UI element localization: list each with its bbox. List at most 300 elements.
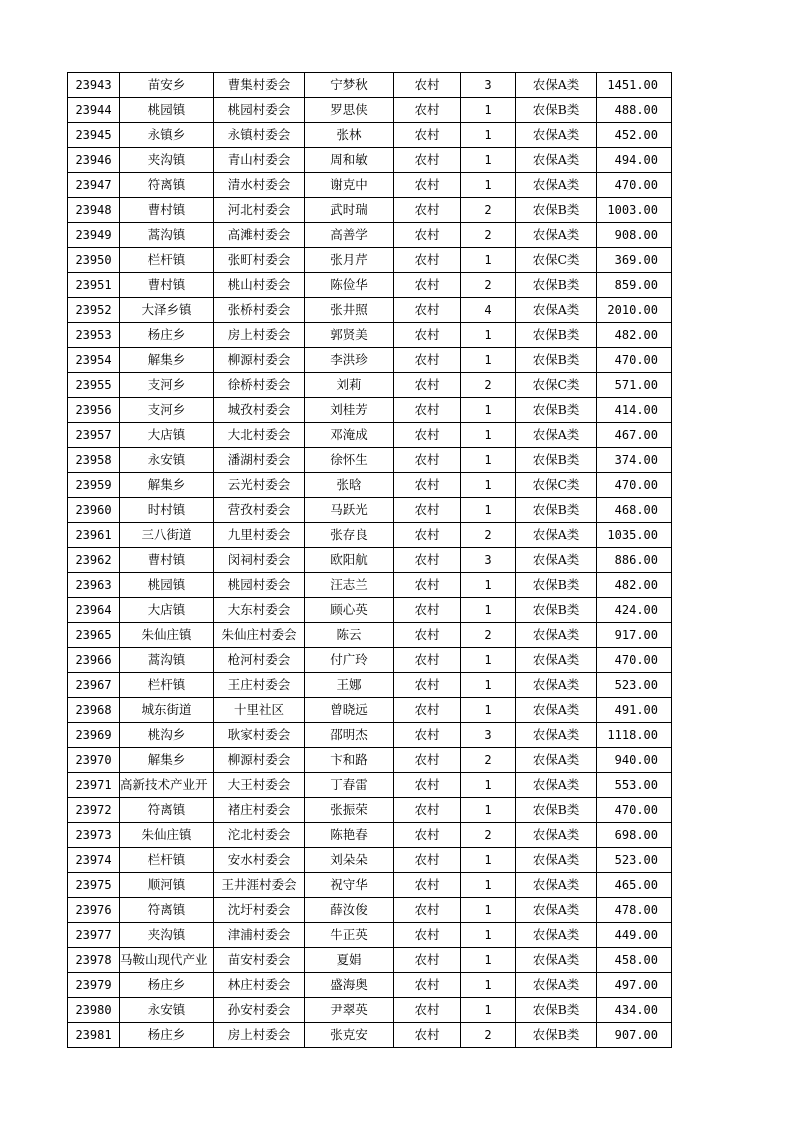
record-id-cell: 23970 [68,748,120,773]
village-cell: 林庄村委会 [214,973,305,998]
amount-cell: 940.00 [597,748,672,773]
record-id-cell: 23966 [68,648,120,673]
town-cell: 高新技术产业开 [120,773,214,798]
record-id-cell: 23948 [68,198,120,223]
amount-cell: 488.00 [597,98,672,123]
record-id-cell: 23945 [68,123,120,148]
amount-cell: 478.00 [597,898,672,923]
insurance-category-cell: 农保B类 [516,598,597,623]
area-type-cell: 农村 [394,573,461,598]
area-type-cell: 农村 [394,898,461,923]
household-count-cell: 1 [461,773,516,798]
amount-cell: 424.00 [597,598,672,623]
area-type-cell: 农村 [394,698,461,723]
village-cell: 大北村委会 [214,423,305,448]
household-count-cell: 1 [461,673,516,698]
table-row [68,223,672,248]
amount-cell: 2010.00 [597,298,672,323]
table-body [68,73,672,1048]
town-cell: 苗安乡 [120,73,214,98]
household-count-cell: 1 [461,698,516,723]
village-cell: 十里社区 [214,698,305,723]
insurance-category-cell: 农保B类 [516,573,597,598]
household-count-cell: 2 [461,623,516,648]
person-name-cell: 夏娟 [305,948,394,973]
amount-cell: 886.00 [597,548,672,573]
town-cell: 解集乡 [120,748,214,773]
household-count-cell: 3 [461,723,516,748]
record-id-cell: 23959 [68,473,120,498]
record-id-cell: 23947 [68,173,120,198]
town-cell: 杨庄乡 [120,323,214,348]
table-row [68,823,672,848]
insurance-category-cell: 农保A类 [516,648,597,673]
area-type-cell: 农村 [394,973,461,998]
household-count-cell: 2 [461,273,516,298]
insurance-category-cell: 农保A类 [516,148,597,173]
household-count-cell: 1 [461,398,516,423]
person-name-cell: 郭贤美 [305,323,394,348]
insurance-category-cell: 农保B类 [516,98,597,123]
table-row [68,398,672,423]
person-name-cell: 罗思侠 [305,98,394,123]
table-row [68,248,672,273]
person-name-cell: 王娜 [305,673,394,698]
town-cell: 支河乡 [120,398,214,423]
amount-cell: 434.00 [597,998,672,1023]
table-row [68,198,672,223]
record-id-cell: 23977 [68,923,120,948]
insurance-category-cell: 农保A类 [516,873,597,898]
town-cell: 永安镇 [120,448,214,473]
town-cell: 杨庄乡 [120,973,214,998]
table-row [68,373,672,398]
town-cell: 永安镇 [120,998,214,1023]
insurance-category-cell: 农保C类 [516,248,597,273]
insurance-category-cell: 农保A类 [516,898,597,923]
town-cell: 支河乡 [120,373,214,398]
insurance-category-cell: 农保A类 [516,748,597,773]
insurance-category-cell: 农保A类 [516,723,597,748]
table-row [68,873,672,898]
person-name-cell: 盛海奥 [305,973,394,998]
household-count-cell: 2 [461,373,516,398]
person-name-cell: 宁梦秋 [305,73,394,98]
table-row [68,673,672,698]
area-type-cell: 农村 [394,348,461,373]
village-cell: 潘湖村委会 [214,448,305,473]
area-type-cell: 农村 [394,223,461,248]
record-id-cell: 23964 [68,598,120,623]
table-row [68,73,672,98]
village-cell: 高滩村委会 [214,223,305,248]
household-count-cell: 2 [461,523,516,548]
amount-cell: 470.00 [597,648,672,673]
town-cell: 城东街道 [120,698,214,723]
area-type-cell: 农村 [394,773,461,798]
person-name-cell: 欧阳航 [305,548,394,573]
person-name-cell: 刘朵朵 [305,848,394,873]
area-type-cell: 农村 [394,173,461,198]
household-count-cell: 1 [461,598,516,623]
household-count-cell: 1 [461,423,516,448]
table-row [68,698,672,723]
insurance-category-cell: 农保B类 [516,1023,597,1048]
village-cell: 房上村委会 [214,1023,305,1048]
insurance-category-cell: 农保B类 [516,398,597,423]
table-row [68,748,672,773]
person-name-cell: 张振荣 [305,798,394,823]
village-cell: 桃园村委会 [214,98,305,123]
household-count-cell: 1 [461,498,516,523]
person-name-cell: 张月芹 [305,248,394,273]
area-type-cell: 农村 [394,73,461,98]
insurance-category-cell: 农保A类 [516,773,597,798]
household-count-cell: 1 [461,323,516,348]
village-cell: 王井涯村委会 [214,873,305,898]
record-id-cell: 23953 [68,323,120,348]
area-type-cell: 农村 [394,473,461,498]
village-cell: 耿家村委会 [214,723,305,748]
record-id-cell: 23961 [68,523,120,548]
amount-cell: 414.00 [597,398,672,423]
table-row [68,998,672,1023]
insurance-category-cell: 农保A类 [516,73,597,98]
town-cell: 顺河镇 [120,873,214,898]
table-row [68,723,672,748]
town-cell: 栏杆镇 [120,673,214,698]
village-cell: 柳源村委会 [214,748,305,773]
area-type-cell: 农村 [394,598,461,623]
amount-cell: 698.00 [597,823,672,848]
record-id-cell: 23972 [68,798,120,823]
record-id-cell: 23950 [68,248,120,273]
amount-cell: 917.00 [597,623,672,648]
insurance-category-cell: 农保A类 [516,523,597,548]
area-type-cell: 农村 [394,523,461,548]
insurance-category-cell: 农保B类 [516,323,597,348]
table-row [68,773,672,798]
household-count-cell: 1 [461,248,516,273]
person-name-cell: 陈云 [305,623,394,648]
village-cell: 永镇村委会 [214,123,305,148]
village-cell: 张町村委会 [214,248,305,273]
household-count-cell: 1 [461,998,516,1023]
amount-cell: 908.00 [597,223,672,248]
person-name-cell: 薛汝俊 [305,898,394,923]
village-cell: 营孜村委会 [214,498,305,523]
table-row [68,323,672,348]
table-row [68,548,672,573]
village-cell: 王庄村委会 [214,673,305,698]
town-cell: 解集乡 [120,348,214,373]
table-row [68,173,672,198]
person-name-cell: 张林 [305,123,394,148]
person-name-cell: 顾心英 [305,598,394,623]
village-cell: 大东村委会 [214,598,305,623]
town-cell: 永镇乡 [120,123,214,148]
area-type-cell: 农村 [394,423,461,448]
household-count-cell: 2 [461,823,516,848]
village-cell: 曹集村委会 [214,73,305,98]
town-cell: 解集乡 [120,473,214,498]
area-type-cell: 农村 [394,723,461,748]
record-id-cell: 23979 [68,973,120,998]
household-count-cell: 2 [461,748,516,773]
town-cell: 杨庄乡 [120,1023,214,1048]
insurance-category-cell: 农保B类 [516,348,597,373]
table-row [68,973,672,998]
table-row [68,123,672,148]
amount-cell: 1003.00 [597,198,672,223]
area-type-cell: 农村 [394,148,461,173]
table-row [68,448,672,473]
household-count-cell: 1 [461,573,516,598]
person-name-cell: 张晗 [305,473,394,498]
household-count-cell: 3 [461,548,516,573]
person-name-cell: 刘莉 [305,373,394,398]
record-id-cell: 23981 [68,1023,120,1048]
area-type-cell: 农村 [394,298,461,323]
village-cell: 房上村委会 [214,323,305,348]
village-cell: 徐桥村委会 [214,373,305,398]
table-row [68,498,672,523]
table-row [68,348,672,373]
record-id-cell: 23962 [68,548,120,573]
record-id-cell: 23952 [68,298,120,323]
household-count-cell: 1 [461,123,516,148]
village-cell: 张桥村委会 [214,298,305,323]
amount-cell: 523.00 [597,848,672,873]
person-name-cell: 尹翠英 [305,998,394,1023]
area-type-cell: 农村 [394,823,461,848]
insurance-category-cell: 农保A类 [516,848,597,873]
insurance-category-cell: 农保A类 [516,698,597,723]
town-cell: 夹沟镇 [120,923,214,948]
village-cell: 柳源村委会 [214,348,305,373]
area-type-cell: 农村 [394,623,461,648]
town-cell: 三八街道 [120,523,214,548]
household-count-cell: 2 [461,198,516,223]
amount-cell: 449.00 [597,923,672,948]
area-type-cell: 农村 [394,748,461,773]
area-type-cell: 农村 [394,873,461,898]
record-id-cell: 23958 [68,448,120,473]
insurance-category-cell: 农保A类 [516,423,597,448]
household-count-cell: 1 [461,898,516,923]
town-cell: 桃园镇 [120,98,214,123]
area-type-cell: 农村 [394,273,461,298]
person-name-cell: 徐怀生 [305,448,394,473]
area-type-cell: 农村 [394,848,461,873]
amount-cell: 859.00 [597,273,672,298]
area-type-cell: 农村 [394,948,461,973]
person-name-cell: 牛正英 [305,923,394,948]
amount-cell: 468.00 [597,498,672,523]
household-count-cell: 1 [461,798,516,823]
table-row [68,1023,672,1048]
area-type-cell: 农村 [394,373,461,398]
person-name-cell: 邓淹成 [305,423,394,448]
table-row [68,273,672,298]
town-cell: 大泽乡镇 [120,298,214,323]
area-type-cell: 农村 [394,398,461,423]
village-cell: 枪河村委会 [214,648,305,673]
insurance-category-cell: 农保A类 [516,173,597,198]
household-count-cell: 2 [461,1023,516,1048]
town-cell: 符离镇 [120,798,214,823]
amount-cell: 452.00 [597,123,672,148]
record-id-cell: 23978 [68,948,120,973]
record-id-cell: 23943 [68,73,120,98]
person-name-cell: 丁春雷 [305,773,394,798]
person-name-cell: 汪志兰 [305,573,394,598]
village-cell: 沈圩村委会 [214,898,305,923]
town-cell: 朱仙庄镇 [120,823,214,848]
amount-cell: 482.00 [597,323,672,348]
household-count-cell: 2 [461,223,516,248]
amount-cell: 1118.00 [597,723,672,748]
table-row [68,898,672,923]
town-cell: 夹沟镇 [120,148,214,173]
household-count-cell: 1 [461,173,516,198]
area-type-cell: 农村 [394,1023,461,1048]
amount-cell: 491.00 [597,698,672,723]
insurance-category-cell: 农保A类 [516,948,597,973]
amount-cell: 465.00 [597,873,672,898]
town-cell: 栏杆镇 [120,248,214,273]
person-name-cell: 周和敏 [305,148,394,173]
person-name-cell: 张克安 [305,1023,394,1048]
town-cell: 桃园镇 [120,573,214,598]
village-cell: 青山村委会 [214,148,305,173]
record-id-cell: 23971 [68,773,120,798]
household-count-cell: 1 [461,348,516,373]
amount-cell: 1451.00 [597,73,672,98]
record-id-cell: 23963 [68,573,120,598]
village-cell: 孙安村委会 [214,998,305,1023]
person-name-cell: 李洪珍 [305,348,394,373]
amount-cell: 907.00 [597,1023,672,1048]
area-type-cell: 农村 [394,648,461,673]
amount-cell: 470.00 [597,798,672,823]
table-row [68,98,672,123]
record-id-cell: 23973 [68,823,120,848]
insurance-category-cell: 农保B类 [516,498,597,523]
table-row [68,473,672,498]
table-row [68,798,672,823]
area-type-cell: 农村 [394,248,461,273]
town-cell: 符离镇 [120,898,214,923]
town-cell: 蒿沟镇 [120,648,214,673]
insurance-category-cell: 农保B类 [516,998,597,1023]
town-cell: 曹村镇 [120,198,214,223]
insurance-category-cell: 农保C类 [516,473,597,498]
person-name-cell: 武时瑞 [305,198,394,223]
person-name-cell: 邵明杰 [305,723,394,748]
person-name-cell: 高善学 [305,223,394,248]
village-cell: 津浦村委会 [214,923,305,948]
amount-cell: 369.00 [597,248,672,273]
household-count-cell: 4 [461,298,516,323]
household-count-cell: 1 [461,98,516,123]
household-count-cell: 1 [461,948,516,973]
insurance-category-cell: 农保A类 [516,223,597,248]
household-count-cell: 3 [461,73,516,98]
insurance-category-cell: 农保A类 [516,548,597,573]
town-cell: 桃沟乡 [120,723,214,748]
table-row [68,848,672,873]
record-id-cell: 23957 [68,423,120,448]
area-type-cell: 农村 [394,98,461,123]
amount-cell: 467.00 [597,423,672,448]
town-cell: 符离镇 [120,173,214,198]
village-cell: 桃园村委会 [214,573,305,598]
record-id-cell: 23954 [68,348,120,373]
record-id-cell: 23974 [68,848,120,873]
village-cell: 沱北村委会 [214,823,305,848]
amount-cell: 458.00 [597,948,672,973]
area-type-cell: 农村 [394,498,461,523]
record-id-cell: 23951 [68,273,120,298]
person-name-cell: 陈艳春 [305,823,394,848]
table-row [68,298,672,323]
amount-cell: 374.00 [597,448,672,473]
amount-cell: 470.00 [597,473,672,498]
table-row [68,573,672,598]
person-name-cell: 张井照 [305,298,394,323]
record-id-cell: 23967 [68,673,120,698]
person-name-cell: 张存良 [305,523,394,548]
insurance-category-cell: 农保B类 [516,798,597,823]
person-name-cell: 曾晓远 [305,698,394,723]
amount-cell: 470.00 [597,348,672,373]
area-type-cell: 农村 [394,198,461,223]
insurance-category-cell: 农保A类 [516,123,597,148]
table-row [68,148,672,173]
amount-cell: 523.00 [597,673,672,698]
area-type-cell: 农村 [394,323,461,348]
town-cell: 马鞍山现代产业 [120,948,214,973]
amount-cell: 497.00 [597,973,672,998]
household-count-cell: 1 [461,148,516,173]
town-cell: 栏杆镇 [120,848,214,873]
amount-cell: 494.00 [597,148,672,173]
amount-cell: 482.00 [597,573,672,598]
insurance-category-cell: 农保A类 [516,973,597,998]
village-cell: 安水村委会 [214,848,305,873]
town-cell: 曹村镇 [120,273,214,298]
table-row [68,523,672,548]
household-count-cell: 1 [461,648,516,673]
person-name-cell: 刘桂芳 [305,398,394,423]
insurance-category-cell: 农保A类 [516,623,597,648]
record-id-cell: 23944 [68,98,120,123]
table-row [68,648,672,673]
town-cell: 时村镇 [120,498,214,523]
record-id-cell: 23956 [68,398,120,423]
person-name-cell: 付广玲 [305,648,394,673]
village-cell: 大王村委会 [214,773,305,798]
table-row [68,423,672,448]
household-count-cell: 1 [461,473,516,498]
insurance-category-cell: 农保B类 [516,198,597,223]
area-type-cell: 农村 [394,123,461,148]
insurance-category-cell: 农保C类 [516,373,597,398]
town-cell: 大店镇 [120,598,214,623]
area-type-cell: 农村 [394,798,461,823]
person-name-cell: 谢克中 [305,173,394,198]
